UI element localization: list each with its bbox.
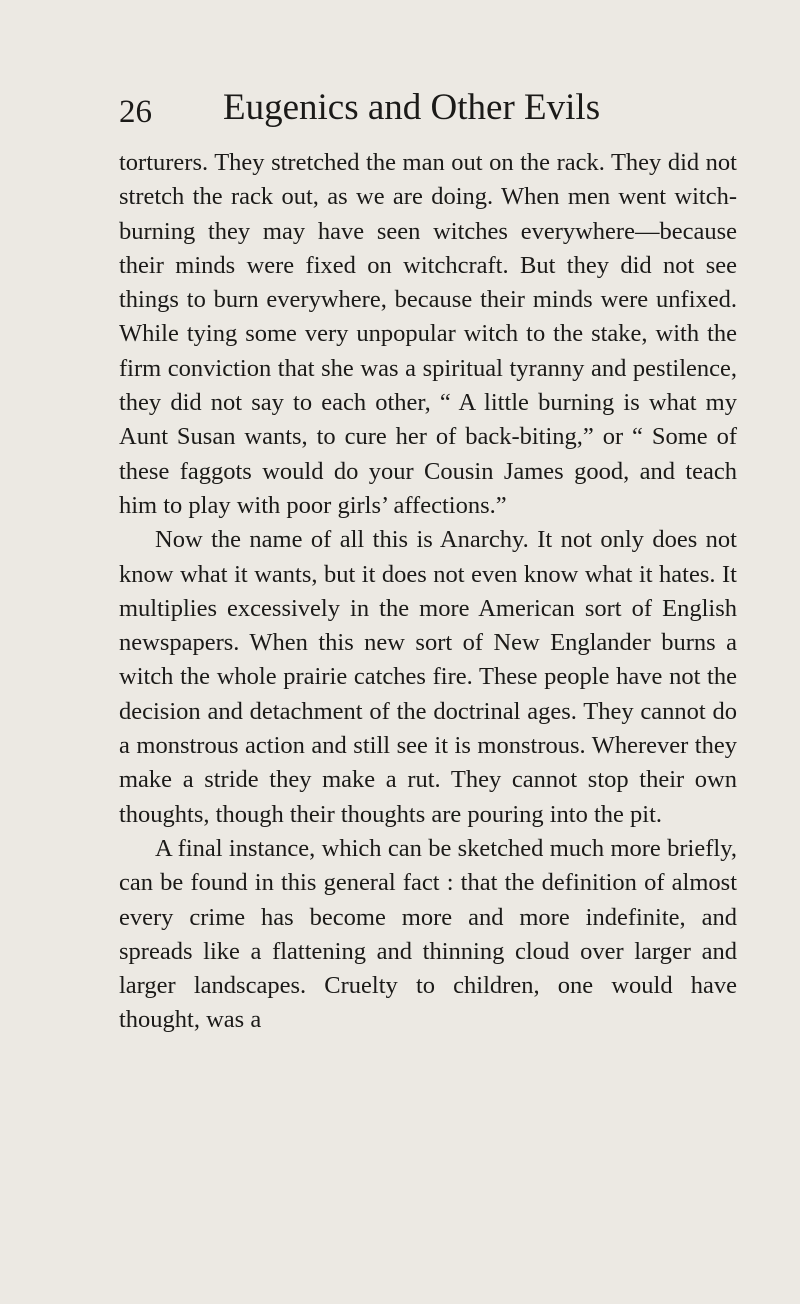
page-body xyxy=(119,146,737,1038)
paragraph-anarchy: Now the name of all this is Anarchy. It not only does not know what it wants, but it does not even know what it hates. It multiplies excessively in the more American sort of English newspapers. When this new sort of New Englander burns a witch the whole prairie catches fire. These people have not the decision and detachment of the doctrinal ages. They cannot do a monstrous action and still see it is monstrous. Wherever they make a stride they make a rut. They cannot stop their own thoughts, though their thoughts are pouring into the pit. xyxy=(119,526,737,828)
page-header xyxy=(119,86,739,136)
paragraph-final-instance: A final instance, which can be sketched much more briefly, can be found in this general fact : that the definition of almost every crime has become more and more indefinite, and spreads like a flattening and thinning cloud over larger and larger landscapes. Cruelty to children, one would have thought, was a xyxy=(119,834,737,1034)
page-number: 26 xyxy=(119,94,152,130)
running-title: Eugenics and Other Evils xyxy=(223,87,601,128)
paragraph-continuation: torturers. They stretched the man out on the rack. They did not stretch the rack out, as we are doing. When men went witch-burning they may have seen witches everywhere—because their minds were fixed on witchcraft. But they did not see things to burn everywhere, because their minds were unfixed. While tying some very unpopular witch to the stake, with the firm conviction that she was a spiritual tyranny and pestilence, they did not say to each other, “ A little burning is what my Aunt Susan wants, to cure her of back-biting,” or “ Some of these faggots would do your Cousin James good, and teach him to play with poor girls’ affections.” xyxy=(119,149,737,519)
